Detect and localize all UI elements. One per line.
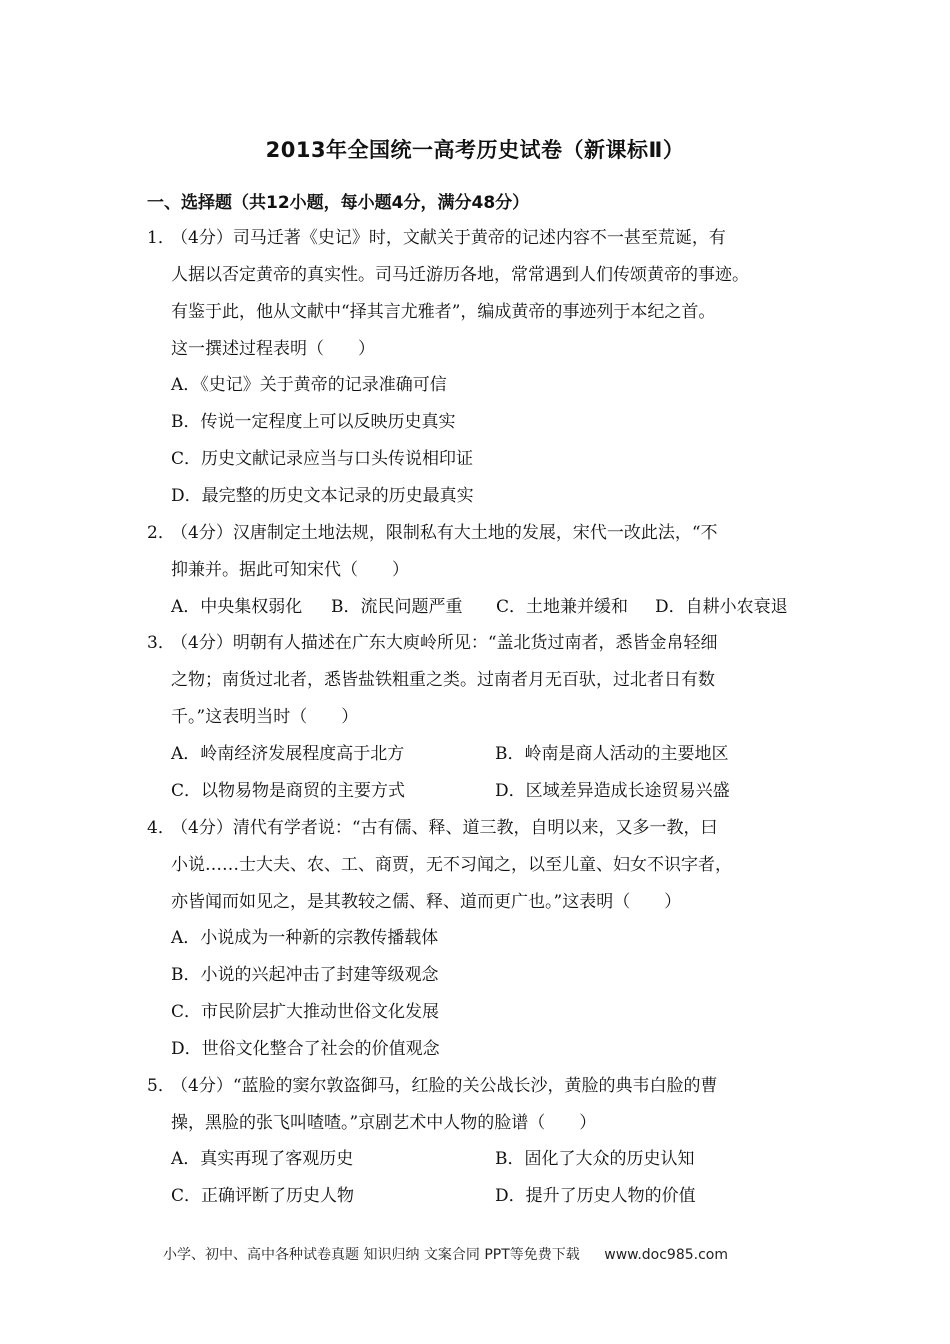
question-2-option-c: C．土地兼并缓和 (496, 597, 629, 617)
question-1-number: 1． (147, 228, 175, 248)
page-footer (163, 1244, 728, 1264)
question-3-line: 千。”这表明当时（ ） (171, 707, 359, 727)
page-title: 2013年全国统一高考历史试卷（新课标Ⅱ） (265, 138, 685, 162)
question-4-option-b: B．小说的兴起冲击了封建等级观念 (171, 965, 439, 985)
question-5-option-c: C．正确评断了历史人物 (171, 1186, 355, 1206)
question-1-line: 人据以否定黄帝的真实性。司马迁游历各地，常常遇到人们传颂黄帝的事迹。 (171, 265, 749, 285)
question-2-option-a: A．中央集权弱化 (171, 597, 303, 617)
question-1-option-d: D．最完整的历史文本记录的历史最真实 (171, 486, 474, 506)
question-4-option-c: C．市民阶层扩大推动世俗文化发展 (171, 1002, 440, 1022)
question-3-line: 之物；南货过北者，悉皆盐铁粗重之类。过南者月无百驮，过北者日有数 (171, 670, 715, 690)
question-2-option-d: D．自耕小农衰退 (655, 597, 788, 617)
question-3-option-d: D．区域差异造成长途贸易兴盛 (495, 781, 730, 801)
question-3-number: 3． (147, 633, 175, 653)
question-5-line: （4分）“蓝脸的窦尔敦盗御马，红脸的关公战长沙，黄脸的典韦白脸的曹 (171, 1076, 718, 1096)
question-1-option-a: A．《史记》关于黄帝的记录准确可信 (171, 375, 447, 395)
question-5-line: 操，黑脸的张飞叫喳喳。”京剧艺术中人物的脸谱（ ） (171, 1113, 597, 1133)
question-2-line: （4分）汉唐制定土地法规，限制私有大土地的发展，宋代一改此法，“不 (171, 523, 718, 543)
question-4-line: 亦皆闻而如见之，是其教较之儒、释、道而更广也。”这表明（ ） (171, 892, 682, 912)
question-5-option-a: A．真实再现了客观历史 (171, 1149, 354, 1169)
question-2-line: 抑兼并。据此可知宋代（ ） (171, 560, 409, 580)
question-3-option-b: B．岭南是商人活动的主要地区 (495, 744, 729, 764)
question-5-option-d: D．提升了历史人物的价值 (495, 1186, 696, 1206)
question-1-option-b: B．传说一定程度上可以反映历史真实 (171, 412, 456, 432)
question-2-number: 2． (147, 523, 175, 543)
question-4-number: 4． (147, 818, 175, 838)
question-2-option-b: B．流民问题严重 (331, 597, 463, 617)
question-5-number: 5． (147, 1076, 175, 1096)
question-4-option-a: A．小说成为一种新的宗教传播载体 (171, 928, 439, 948)
question-4-line: 小说……士大夫、农、工、商贾，无不习闻之，以至儿童、妇女不识字者， (171, 855, 732, 875)
question-1-line: （4分）司马迁著《史记》时，文献关于黄帝的记述内容不一甚至荒诞，有 (171, 228, 726, 248)
footer-url[interactable]: www.doc985.com (604, 1247, 728, 1263)
question-4-line: （4分）清代有学者说：“古有儒、释、道三教，自明以来，又多一教，曰 (171, 818, 718, 838)
footer-text: 小学、初中、高中各种试卷真题 知识归纳 文案合同 PPT等免费下载 (163, 1247, 580, 1263)
question-1-line: 有鉴于此，他从文献中“择其言尤雅者”，编成黄帝的事迹列于本纪之首。 (171, 302, 716, 322)
question-1-option-c: C．历史文献记录应当与口头传说相印证 (171, 449, 474, 469)
section-heading: 一、选择题（共12小题，每小题4分，满分48分） (147, 193, 530, 213)
question-1-line: 这一撰述过程表明（ ） (171, 339, 375, 359)
question-4-option-d: D．世俗文化整合了社会的价值观念 (171, 1039, 440, 1059)
question-3-option-c: C．以物易物是商贸的主要方式 (171, 781, 406, 801)
question-3-option-a: A．岭南经济发展程度高于北方 (171, 744, 405, 764)
question-5-option-b: B．固化了大众的历史认知 (495, 1149, 695, 1169)
question-3-line: （4分）明朝有人描述在广东大庾岭所见：“盖北货过南者，悉皆金帛轻细 (171, 633, 718, 653)
